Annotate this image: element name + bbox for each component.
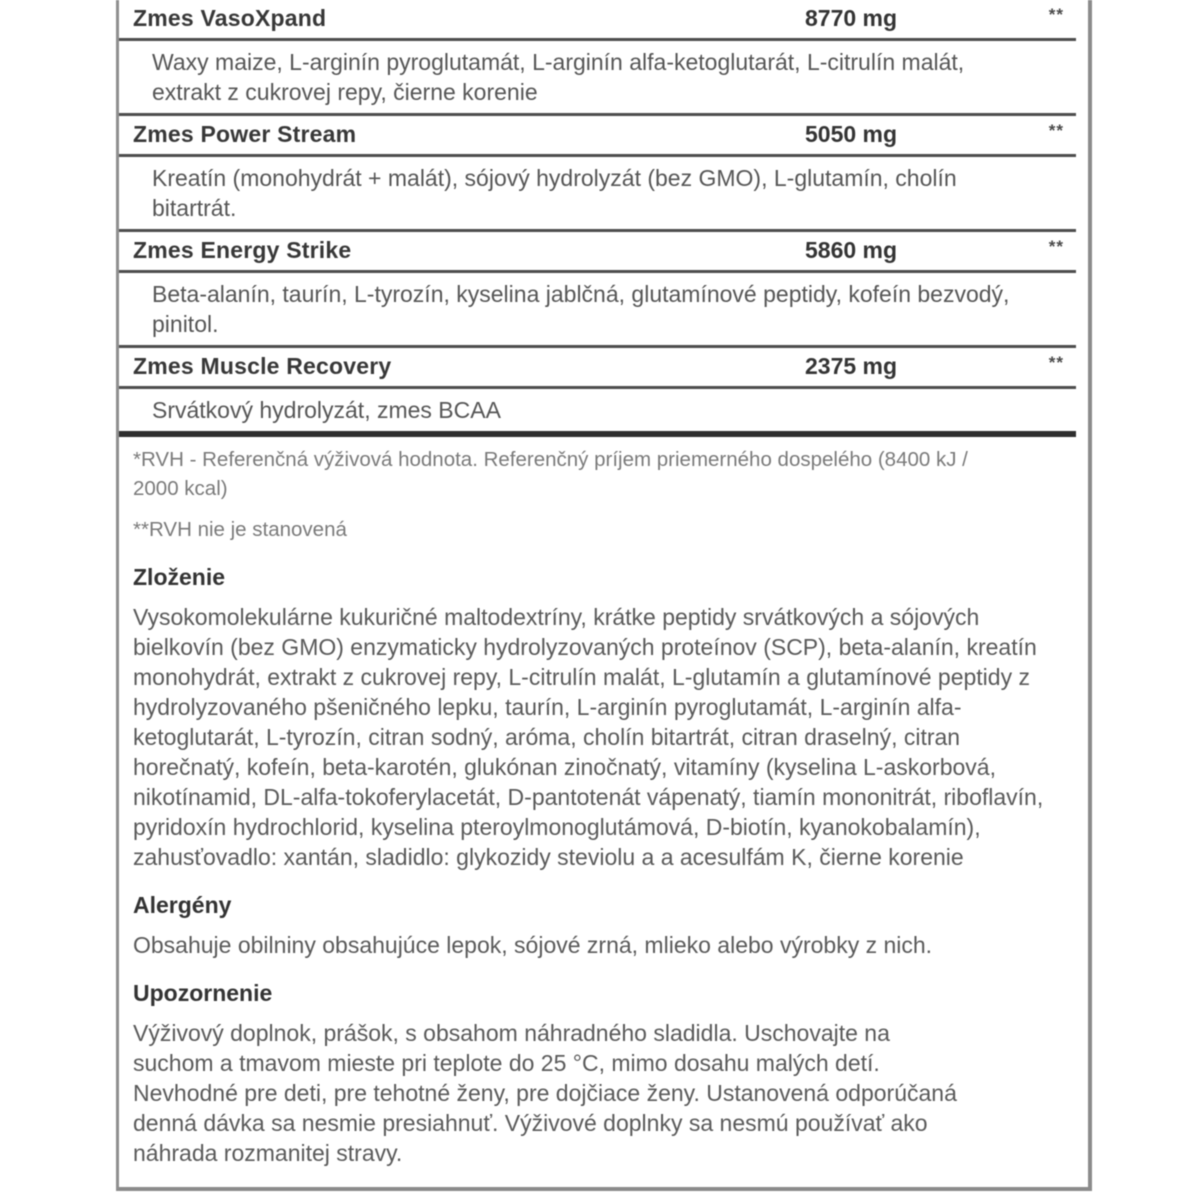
table-row xyxy=(119,348,1088,431)
table-row xyxy=(119,116,1088,232)
blend-amount: 8770 mg xyxy=(805,5,898,31)
blend-name: Zmes Muscle Recovery xyxy=(133,353,392,379)
blend-amount: 2375 mg xyxy=(805,353,898,379)
blend-header-row xyxy=(119,0,1088,38)
warning-heading: Upozornenie xyxy=(133,980,273,1006)
blend-header-row xyxy=(119,116,1088,154)
table-row xyxy=(119,0,1088,116)
rvh-marker: ** xyxy=(1048,5,1064,24)
blend-amount: 5050 mg xyxy=(805,121,898,147)
allergens-heading: Alergény xyxy=(133,892,232,918)
composition-text: Vysokomolekulárne kukuričné maltodextríny, krátke peptidy srvátkových a sójových bielkovín (bez GMO) enzymaticky hydrolyzovaných proteínov (SCP), beta-alanín, kreatín monohydrát, extrakt z cukrovej repy, L-citrulín malát, L-glutamín a glutamínové peptidy z hydrolyzovaného pšeničného lepku, taurín, L-arginín pyroglutamát, L-arginín alfa-ketoglutarát, L-tyrozín, citran sodný, aróma, cholín bitartrát, citran draselný, citran horečnatý, kofeín, beta-karotén, glukónan zinočnatý, vitamíny (kyselina L-askorbová, nikotínamid, DL-alfa-tokoferylacetát, D-pantotenát vápenatý, tiamín mononitrát, riboflavín, pyridoxín hydrochlorid, kyselina pteroylmonoglutámová, D-biotín, kyanokobalamín), zahusťovadlo: xantán, sladidlo: glykozidy steviolu a a acesulfám K, čierne korenie xyxy=(133,604,1044,870)
warning-text: Výživový doplnok, prášok, s obsahom náhradného sladidla. Uschovajte na suchom a tmavom mieste pri teplote do 25 °C, mimo dosahu malých detí. Nevhodné pre deti, pre tehotné ženy, pre dojčiace ženy. Ustanovená odporúčaná denná dávka sa nesmie presiahnuť. Výživové doplnky sa nesmú používať ako náhrada rozmanitej stravy. xyxy=(133,1020,957,1166)
label-panel xyxy=(116,0,1092,1191)
table-bottom-rule xyxy=(119,431,1076,437)
composition-heading: Zloženie xyxy=(133,564,226,590)
blend-amount: 5860 mg xyxy=(805,237,898,263)
footnote-rvh-not-set: **RVH nie je stanovená xyxy=(133,518,347,541)
blend-name: Zmes VasoXpand xyxy=(133,5,327,31)
rvh-marker: ** xyxy=(1048,121,1064,140)
supplement-blend-table xyxy=(119,0,1088,437)
blend-ingredients: Waxy maize, L-arginín pyroglutamát, L-arginín alfa-ketoglutarát, L-citrulín malát, extrakt z cukrovej repy, čierne korenie xyxy=(152,49,965,105)
table-row xyxy=(119,232,1088,348)
blend-ingredients: Beta-alanín, taurín, L-tyrozín, kyselina jablčná, glutamínové peptidy, kofeín bezvodý, pinitol. xyxy=(152,281,1010,337)
blend-ingredients: Kreatín (monohydrát + malát), sójový hydrolyzát (bez GMO), L-glutamín, cholín bitartrát. xyxy=(152,165,957,221)
blend-header-row xyxy=(119,348,1088,386)
blend-name: Zmes Energy Strike xyxy=(133,237,352,263)
blend-ingredients: Srvátkový hydrolyzát, zmes BCAA xyxy=(152,397,501,423)
allergens-text: Obsahuje obilniny obsahujúce lepok, sójové zrná, mlieko alebo výrobky z nich. xyxy=(133,932,933,958)
footnote-rvh-definition: *RVH - Referenčná výživová hodnota. Referenčný príjem priemerného dospelého (8400 kJ / 2000 kcal) xyxy=(133,448,968,500)
rvh-marker: ** xyxy=(1048,353,1064,372)
blend-name: Zmes Power Stream xyxy=(133,121,357,147)
blend-header-row xyxy=(119,232,1088,270)
rvh-marker: ** xyxy=(1048,237,1064,256)
